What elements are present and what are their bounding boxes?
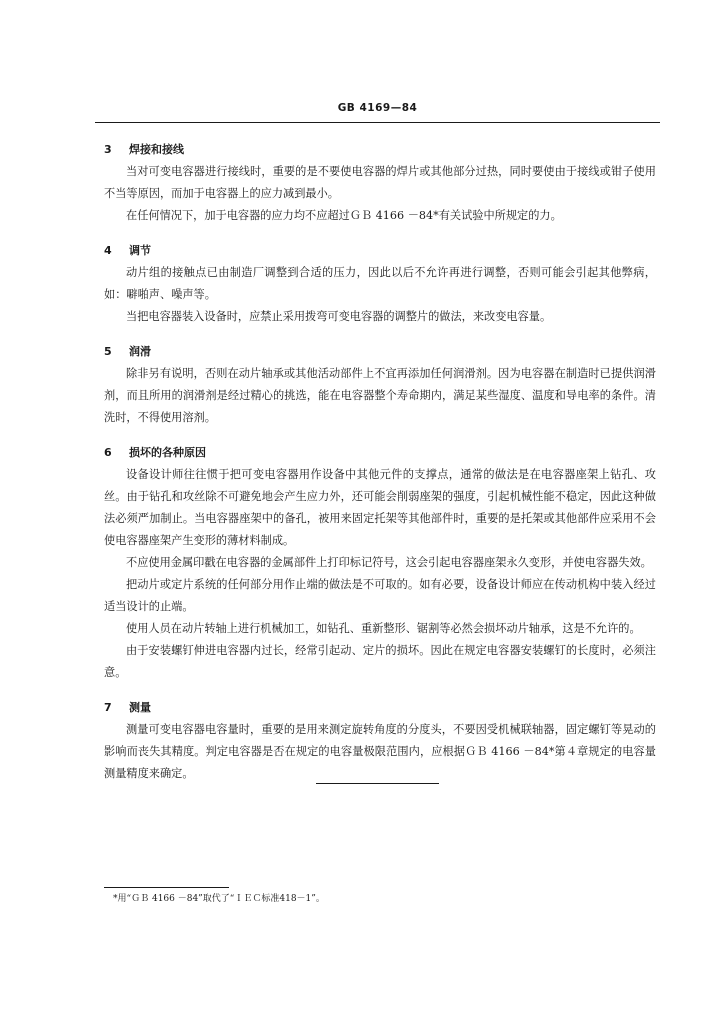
paragraph: 使用人员在动片转轴上进行机械加工，如钻孔、重新整形、锯割等必然会损坏动片轴承，这是不允许的。 <box>126 622 641 635</box>
end-of-text-rule <box>316 783 439 784</box>
section-title: 测量 <box>129 701 151 714</box>
paragraph: 设备设计师往往惯于把可变电容器用作设备中其他元件的支撑点，通常的做法是在电容器座架上钻孔、攻丝。由于钻孔和攻丝除不可避免地会产生应力外，还可能会削弱座架的强度，引起机械性能不稳定，因此这种做法必须严加制止。当电容器座架中的备孔，被用来固定托架等其他部件时，重要的是托架或其他部件应采用不会使电容器座架产生变形的薄材料制成。 <box>104 468 656 547</box>
paragraph: 当把电容器装入设备时，应禁止采用拨弯可变电容器的调整片的做法，来改变电容量。 <box>126 310 552 323</box>
section-number: 4 <box>104 244 112 257</box>
section-heading <box>104 240 656 262</box>
section-heading <box>104 442 656 464</box>
paragraph: 把动片或定片系统的任何部分用作止端的做法是不可取的。如有必要，设备设计师应在传动机构中装入经过适当设计的止端。 <box>104 578 656 613</box>
section-title: 润滑 <box>129 345 151 358</box>
section-title: 焊接和接线 <box>129 143 184 156</box>
section-number: 5 <box>104 345 112 358</box>
section-title: 调节 <box>129 244 151 257</box>
section-heading <box>104 139 656 161</box>
document-body <box>104 139 656 798</box>
footnote: *用“ＧＢ 4166 －84”取代了“ＩＥＣ标准418－1”。 <box>113 894 325 904</box>
section-heading <box>104 697 656 719</box>
section-number: 7 <box>104 701 112 714</box>
paragraph: 由于安装螺钉伸进电容器内过长，经常引起动、定片的损坏。因此在规定电容器安装螺钉的长度时，必须注意。 <box>104 644 656 679</box>
paragraph: 动片组的接触点已由制造厂调整到合适的压力，因此以后不允许再进行调整，否则可能会引起其他弊病，如：噼啪声、噪声等。 <box>104 266 656 301</box>
section-5 <box>104 341 656 429</box>
section-6 <box>104 442 656 684</box>
section-number: 6 <box>104 446 112 459</box>
section-4 <box>104 240 656 328</box>
header-divider <box>95 122 660 123</box>
paragraph: 不应使用金属印戳在电容器的金属部件上打印标记符号，这会引起电容器座架永久变形，并使电容器失效。 <box>126 556 652 569</box>
section-heading <box>104 341 656 363</box>
paragraph: 当对可变电容器进行接线时，重要的是不要使电容器的焊片或其他部分过热，同时要使由于接线或钳子使用不当等原因，而加于电容器上的应力减到最小。 <box>104 165 656 200</box>
paragraph: 测量可变电容器电容量时，重要的是用来测定旋转角度的分度头，不要因受机械联轴器，固定螺钉等晃动的影响而丧失其精度。判定电容器是否在规定的电容量极限范围内，应根据ＧＢ 4166 －84*第４章规定的电容量测量精度来确定。 <box>104 723 656 780</box>
section-7 <box>104 697 656 785</box>
paragraph: 除非另有说明，否则在动片轴承或其他活动部件上不宜再添加任何润滑剂。因为电容器在制造时已提供润滑剂，而且所用的润滑剂是经过精心的挑选，能在电容器整个寿命期内，满足某些湿度、温度和导电率的条件。清洗时，不得使用溶剂。 <box>104 367 656 424</box>
footnote-divider <box>104 887 229 888</box>
page-header: GB 4169—84 <box>337 102 418 114</box>
section-number: 3 <box>104 143 112 156</box>
section-3 <box>104 139 656 227</box>
paragraph: 在任何情况下，加于电容器的应力均不应超过ＧＢ 4166 －84*有关试验中所规定的力。 <box>126 209 562 222</box>
section-title: 损坏的各种原因 <box>129 446 206 459</box>
